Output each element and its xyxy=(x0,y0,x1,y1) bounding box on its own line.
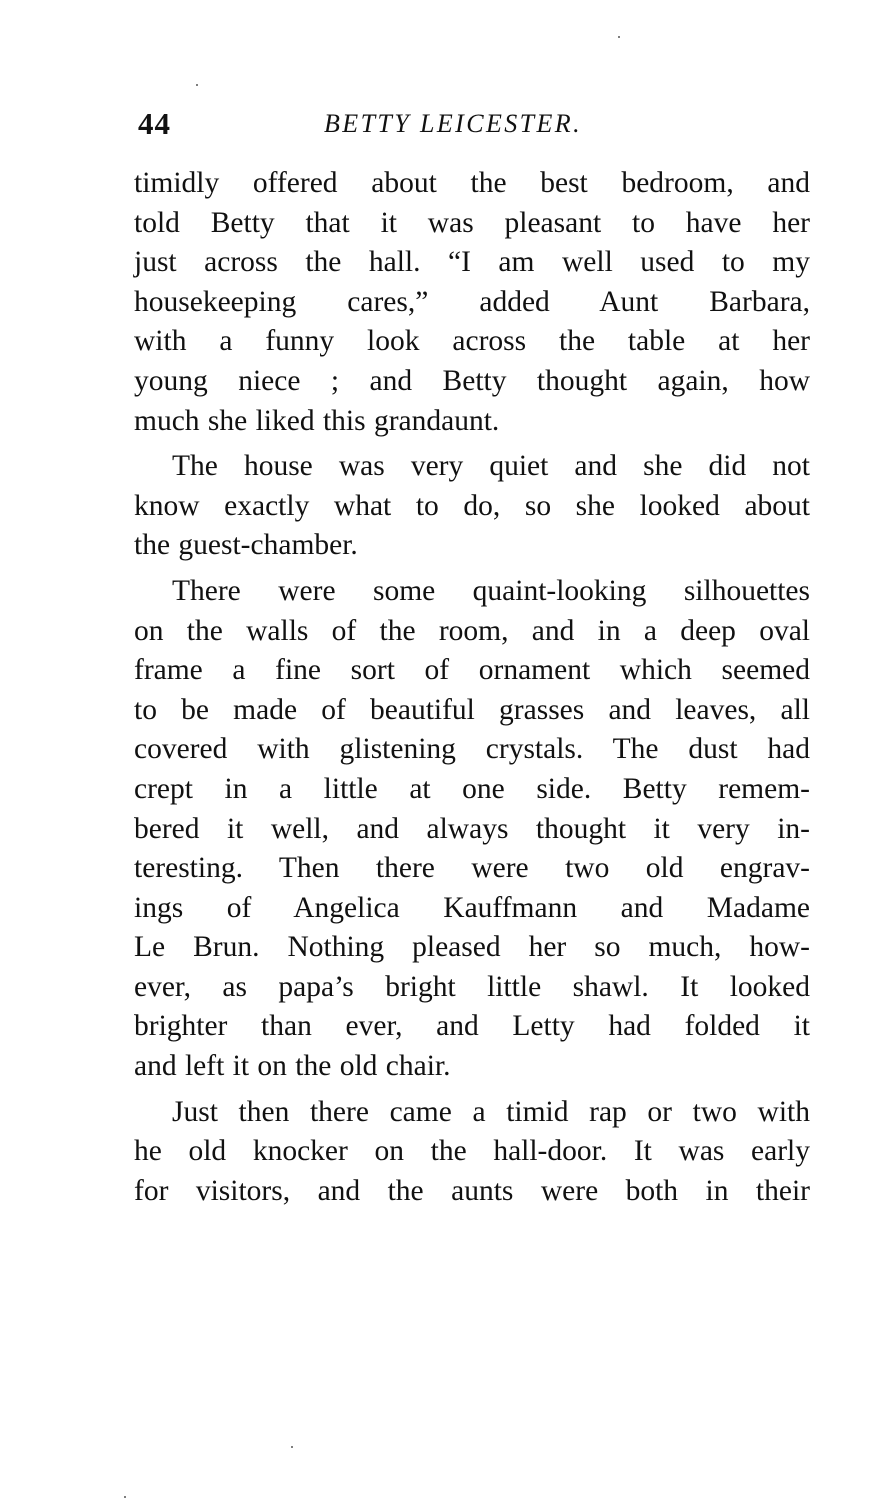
text-line: housekeeping cares,” added Aunt Barbara, xyxy=(134,285,810,318)
page-number: 44 xyxy=(138,106,171,141)
text-line: There were some quaint-looking silhouettes xyxy=(172,574,810,607)
text-line: brighter than ever, and Letty had folded it xyxy=(134,1010,810,1043)
paper-speck xyxy=(196,84,198,86)
paper-speck xyxy=(291,1446,293,1448)
text-line: teresting. Then there were two old engrav- xyxy=(134,852,810,885)
page-header xyxy=(134,106,810,150)
paper-speck xyxy=(618,36,620,38)
text-line: Just then there came a timid rap or two with xyxy=(172,1095,810,1128)
text-line: know exactly what to do, so she looked about xyxy=(134,489,810,522)
paragraph-4 xyxy=(134,1093,810,1212)
text-line: Le Brun. Nothing pleased her so much, how- xyxy=(134,931,810,964)
text-line: and left it on the old chair. xyxy=(134,1050,451,1083)
text-line: frame a fine sort of ornament which seemed xyxy=(134,654,810,687)
text-line: he old knocker on the hall-door. It was early xyxy=(134,1135,810,1168)
text-line: the guest-chamber. xyxy=(134,529,358,562)
text-line: just across the hall. “I am well used to my xyxy=(134,246,810,279)
text-line: much she liked this grandaunt. xyxy=(134,404,500,437)
text-line: covered with glistening crystals. The dust had xyxy=(134,733,810,766)
paragraph-2 xyxy=(134,447,810,566)
running-title: BETTY LEICESTER. xyxy=(324,109,582,138)
text-line: for visitors, and the aunts were both in their xyxy=(134,1174,810,1207)
text-line: timidly offered about the best bedroom, and xyxy=(134,167,810,199)
paragraph-3 xyxy=(134,572,810,1087)
text-line: bered it well, and always thought it very in- xyxy=(134,812,810,845)
text-line: with a funny look across the table at her xyxy=(134,325,810,358)
text-line: The house was very quiet and she did not xyxy=(172,450,810,483)
paragraph-1 xyxy=(134,164,810,441)
text-line: told Betty that it was pleasant to have her xyxy=(134,206,810,239)
text-line: ings of Angelica Kauffmann and Madame xyxy=(134,891,810,924)
paper-speck xyxy=(124,1496,126,1498)
text-line: on the walls of the room, and in a deep oval xyxy=(134,614,810,647)
text-line: crept in a little at one side. Betty remem- xyxy=(134,772,810,805)
text-line: to be made of beautiful grasses and leaves, all xyxy=(134,693,810,726)
body-text xyxy=(134,164,810,1217)
text-line: young niece ; and Betty thought again, how xyxy=(134,364,810,397)
text-line: ever, as papa’s bright little shawl. It looked xyxy=(134,970,810,1003)
